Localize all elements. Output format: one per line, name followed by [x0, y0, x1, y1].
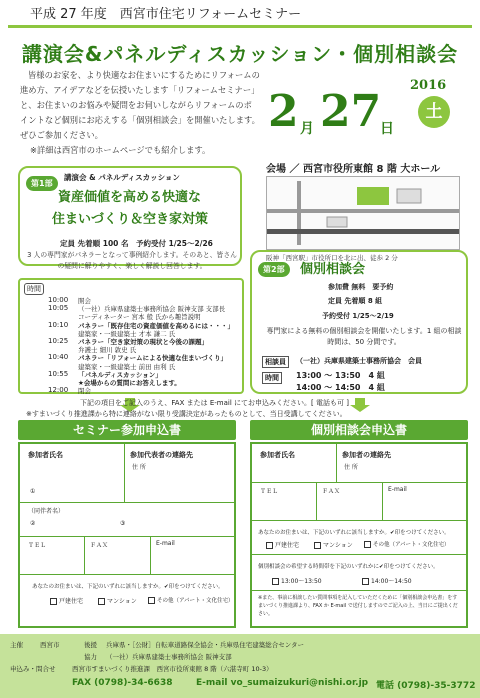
event-month-unit: 月 — [300, 121, 314, 137]
apply-instructions: 下記の項目をご記入のうえ、FAX または E-mail にてお申込みください。[ 電話も可 ] — [80, 399, 349, 407]
event-day: 27 — [320, 86, 382, 137]
seminar-opt-mansion[interactable]: マンション — [98, 596, 137, 605]
footer-fax: FAX (0798)-34-6638 — [72, 678, 173, 688]
footer-email[interactable]: E-mail vo_sumaizukuri@nishi.or.jp — [196, 678, 369, 688]
footer-coop-label: 協力 — [84, 653, 97, 661]
footer-host: 西宮市 — [40, 641, 60, 649]
schedule-item: 開会 — [78, 297, 91, 305]
schedule-item: パネラー「リフォームによる快適な住まいづくり」 — [78, 354, 228, 363]
seminar-opt-house[interactable]: 戸建住宅 — [50, 596, 83, 605]
consult-fax-field[interactable]: ＦＡＸ — [322, 488, 341, 495]
seminar-name-label: 参加者氏名 — [28, 451, 63, 459]
seminar-rep-label: 参加代表者の連絡先 — [130, 451, 193, 459]
intro-body: 皆様のお家を、より快適なお住まいにするためにリフォームの進め方、アイデアなどを伝授いたします「リフォームセミナー」と、お住まいのお悩みや疑問をお伺いしながらリフォームのポイントなど個別にお応えする「個別相談会」を開催いたします。ぜひご参加ください。 — [20, 70, 260, 140]
schedule-label: 時間 — [24, 283, 44, 295]
header-subtitle: 平成 27 年度 西宮市住宅リフォームセミナー — [8, 4, 472, 28]
apply-note: ※すまいづくり推進課から特に連絡がない限り受講決定があったものとして、当日受講してください。 — [26, 410, 347, 418]
part1-tag: 第1部 — [26, 176, 58, 191]
event-day-unit: 日 — [380, 121, 394, 137]
seminar-address-label[interactable]: 住 所 — [132, 464, 146, 471]
footer-host-label: 主催 — [10, 641, 23, 649]
schedule-time: 10:40 — [48, 353, 69, 362]
footer-coop: （一社）兵庫県建築士事務所協会 阪神支部 — [106, 653, 232, 661]
consult-email-field[interactable]: E-mail — [388, 486, 407, 493]
page-title: 講演会&パネルディスカッション・個別相談会 — [21, 42, 459, 66]
consult-opt-house[interactable]: 戸建住宅 — [266, 540, 299, 549]
consult-form-title: 個別相談会申込書 — [250, 420, 468, 440]
event-venue: 会場 ／ 西宮市役所東館 8 階 大ホール — [266, 164, 441, 175]
event-weekday-badge: 土 — [418, 96, 450, 128]
seminar-name-field-1[interactable]: ① — [30, 488, 36, 495]
part2-title: 個別相談会 — [300, 262, 366, 277]
footer-support-label: 後援 — [84, 641, 97, 649]
footer-contact: 西宮市すまいづくり推進課 西宮市役所東館 8 階（六湛寺町 10-3） — [72, 665, 273, 673]
schedule-item: パネラー「空き家対策の現状と今後の課題」 — [78, 338, 208, 346]
seminar-opt-other[interactable]: その他（アパート・文化住宅） — [148, 596, 234, 604]
part2-slot-2: 14:00 ～ 14:50 4 組 — [296, 383, 385, 392]
seminar-form-title: セミナー参加申込書 — [18, 420, 236, 440]
schedule-item: パネラー「既存住宅の資産価値を高めるには・・・」 — [78, 321, 234, 330]
part2-consultant-label: 相談員 — [262, 356, 289, 368]
seminar-tel-field[interactable]: ＴＥＬ — [28, 542, 47, 549]
seminar-fax-field[interactable]: ＦＡＸ — [90, 542, 109, 549]
part2-slot-label: 時間 — [262, 372, 282, 384]
part1-title-line1: 資産価値を高める快適な — [58, 190, 202, 205]
consult-time-question: 個別相談会の希望する時間帯を下記のいずれかに✔印をつけてください。 — [258, 564, 439, 570]
part2-consultant: （一社）兵庫県建築士事務所協会 会員 — [296, 357, 422, 365]
schedule-time: 10:10 — [48, 320, 69, 329]
seminar-companion-label: （同伴者名） — [28, 508, 65, 515]
schedule-item: 建築家・一級建築士 前田 由利 氏 — [78, 362, 176, 371]
schedule-item: 建築家・一級建築士 才本 謙二 氏 — [78, 329, 176, 338]
part1-capacity: 定員 先着順 100 名 予約受付 1/25～2/26 — [60, 239, 213, 248]
footer-contact-label: 申込み・問合せ — [10, 665, 56, 673]
schedule-item: 「パネルディスカッション」 — [78, 370, 162, 379]
schedule-item: （一社）兵庫県建築士事務所協会 阪神支部 支部長 — [78, 305, 226, 314]
schedule-time: 12:00 — [48, 386, 69, 395]
footer-support: 兵庫県・［公財］自転車道路保全協会・兵庫県住宅建築総合センター — [106, 641, 304, 649]
seminar-house-question: あなたのお住まいは、下記のいずれに該当しますか。✔印をつけてください。 — [32, 584, 224, 590]
part2-fee: 参加費 無料 要予約 — [328, 283, 394, 291]
consult-address-field[interactable]: 住 所 — [344, 464, 358, 471]
map-note: 阪神「西宮駅」市役所口を北に出、徒歩 2 分 — [266, 254, 398, 262]
consult-form — [250, 442, 468, 628]
part2-capacity: 定員 先着順 8 組 — [328, 297, 383, 305]
seminar-email-field[interactable]: E-mail — [156, 540, 175, 547]
schedule-time: 10:00 — [48, 296, 69, 304]
schedule-item: 閉会 — [78, 387, 91, 396]
schedule-time: 10:55 — [48, 369, 69, 378]
consult-tel-field[interactable]: ＴＥＬ — [260, 488, 279, 495]
consult-house-question: あなたのお住まいは、下記のいずれに該当しますか。✔印をつけてください。 — [258, 530, 450, 536]
part2-reception: 予約受付 1/25～2/19 — [322, 312, 394, 320]
schedule-time: 10:05 — [48, 304, 69, 313]
consult-time-2[interactable]: 14:00～14:50 — [362, 576, 412, 585]
intro-detail: ※詳細は西宮市のホームページでも紹介します。 — [30, 145, 211, 155]
consult-name-label: 参加者氏名 — [260, 451, 295, 459]
consult-note: ※また、事前に相談したい質問事項を記入していただくために「個別相談会申込書」をすまいづくり推進課より、FAX か E-mail で送付しますのでご記入の上、当日にご提出ください。 — [258, 595, 458, 617]
arrow-down-icon — [350, 398, 370, 412]
schedule-time: 10:25 — [48, 337, 69, 345]
event-date — [268, 78, 468, 158]
venue-map — [266, 176, 460, 250]
schedule-item: ★会場からの質問にお答えします。 — [78, 379, 181, 387]
consult-opt-mansion[interactable]: マンション — [314, 540, 353, 549]
part2-description: 専門家による無料の個別相談会を開催いたします。1 組の相談時間は、50 分間です。 — [266, 327, 462, 346]
footer-tel: 電話 (0798)-35-3772 — [376, 681, 476, 691]
part1-description: 3 人の専門家がパネラーとなって事例紹介します。そのあと、皆さんの疑問に解りやすく、楽しく解説し回答します。 — [27, 251, 237, 270]
event-year: 2016 — [410, 78, 447, 93]
seminar-name-field-2[interactable]: ② — [30, 520, 36, 527]
consult-opt-other[interactable]: その他（アパート・文化住宅） — [364, 540, 450, 548]
part1-subtitle: 講演会 & パネルディスカッション — [64, 173, 180, 182]
part1-title-line2: 住まいづくり＆空き家対策 — [52, 212, 209, 227]
seminar-form — [18, 442, 236, 628]
intro-text — [20, 68, 260, 158]
consult-time-1[interactable]: 13:00～13:50 — [272, 576, 322, 585]
map-drawing — [267, 177, 459, 249]
schedule-item: コーディネーター 宮本 般 氏から趣旨説明 — [78, 313, 201, 322]
schedule-item: 弁護士 細川 敦史 氏 — [78, 346, 137, 355]
event-month: 2 — [268, 86, 299, 137]
seminar-name-field-3[interactable]: ③ — [120, 520, 126, 527]
part2-slot-1: 13:00 ～ 13:50 4 組 — [296, 371, 385, 380]
consult-contact-label: 参加者の連絡先 — [342, 451, 391, 459]
part2-tag: 第2部 — [258, 262, 290, 277]
